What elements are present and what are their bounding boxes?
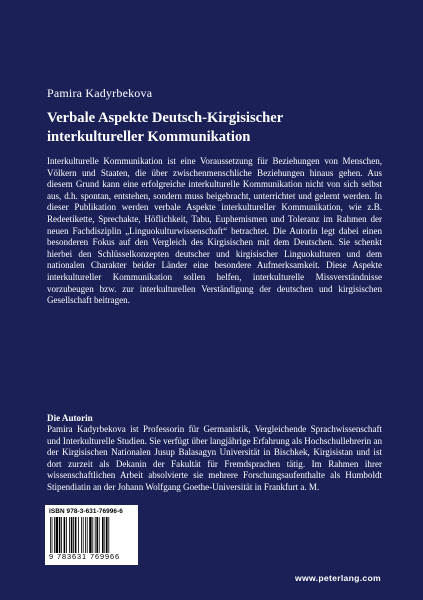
barcode-box	[45, 505, 138, 565]
author-name: Pamira Kadyrbekova	[47, 86, 153, 100]
publisher-website: www.peterlang.com	[295, 573, 381, 583]
ean-number: 9 783631 769966	[49, 552, 121, 561]
title-line-2: interkultureller Kommunikation	[47, 129, 251, 145]
book-blurb: Interkulturelle Kommunikation ist eine Voraussetzung für Beziehungen von Menschen, Völkern und Staaten, die über zwischenmenschliche Beziehungen hinaus gehen. Aus diesem Grund kann eine erfolgreiche interkulturelle Kommunikation nicht von sich selbst aus, d.h. spontan, entstehen, sondern muss beigebracht, unterrichtet und gelernt werden. In dieser Publikation werden verbale Aspekte interkultureller Kommunikation, wie z.B. Redeetikette, Sprechakte, Höflichkeit, Tabu, Euphemismen und Toleranz im Rahmen der neuen Fachdisziplin „Linguokulturwissenschaft“ betrachtet. Die Autorin legt dabei einen besonderen Fokus auf den Vergleich des Kirgisischen mit dem Deutschen. Sie schenkt hierbei den Schlüsselkonzepten deutscher und kirgisischer Linguokulturen und dem nationalen Charakter beider Länder eine besondere Aufmerksamkeit. Diese Aspekte interkultureller Kommunikation sollen helfen, interkulturelle Missverständnisse vorzubeugen bzw. zur interkulturellen Verständigung der deutschen und kirgisischen Gesellschaft beitragen.	[47, 156, 382, 306]
isbn-label: ISBN 978-3-631-76996-6	[49, 508, 123, 515]
barcode-icon	[49, 517, 134, 553]
bio-heading: Die Autorin	[47, 413, 93, 423]
title-line-1: Verbale Aspekte Deutsch-Kirgisischer	[47, 110, 284, 126]
book-title	[47, 109, 387, 147]
author-bio: Pamira Kadyrbekova ist Professorin für Germanistik, Vergleichende Sprachwissenschaft und Interkulturelle Studien. Sie verfügt über langjährige Erfahrung als Hochschullehrerin an der Kirgisischen Nationalen Jusup Balasagyn Universität in Bischkek, Kirgisistan und ist dort zurzeit als Dekanin der Fakultät für Fremdsprachen tätig. Im Rahmen ihrer wissenschaftlichen Arbeit absolvierte sie mehrere Forschungsaufenthalte als Humboldt Stipendiatin an der Johann Wolfgang Goethe-Universität in Frankfurt a. M.	[47, 424, 382, 492]
